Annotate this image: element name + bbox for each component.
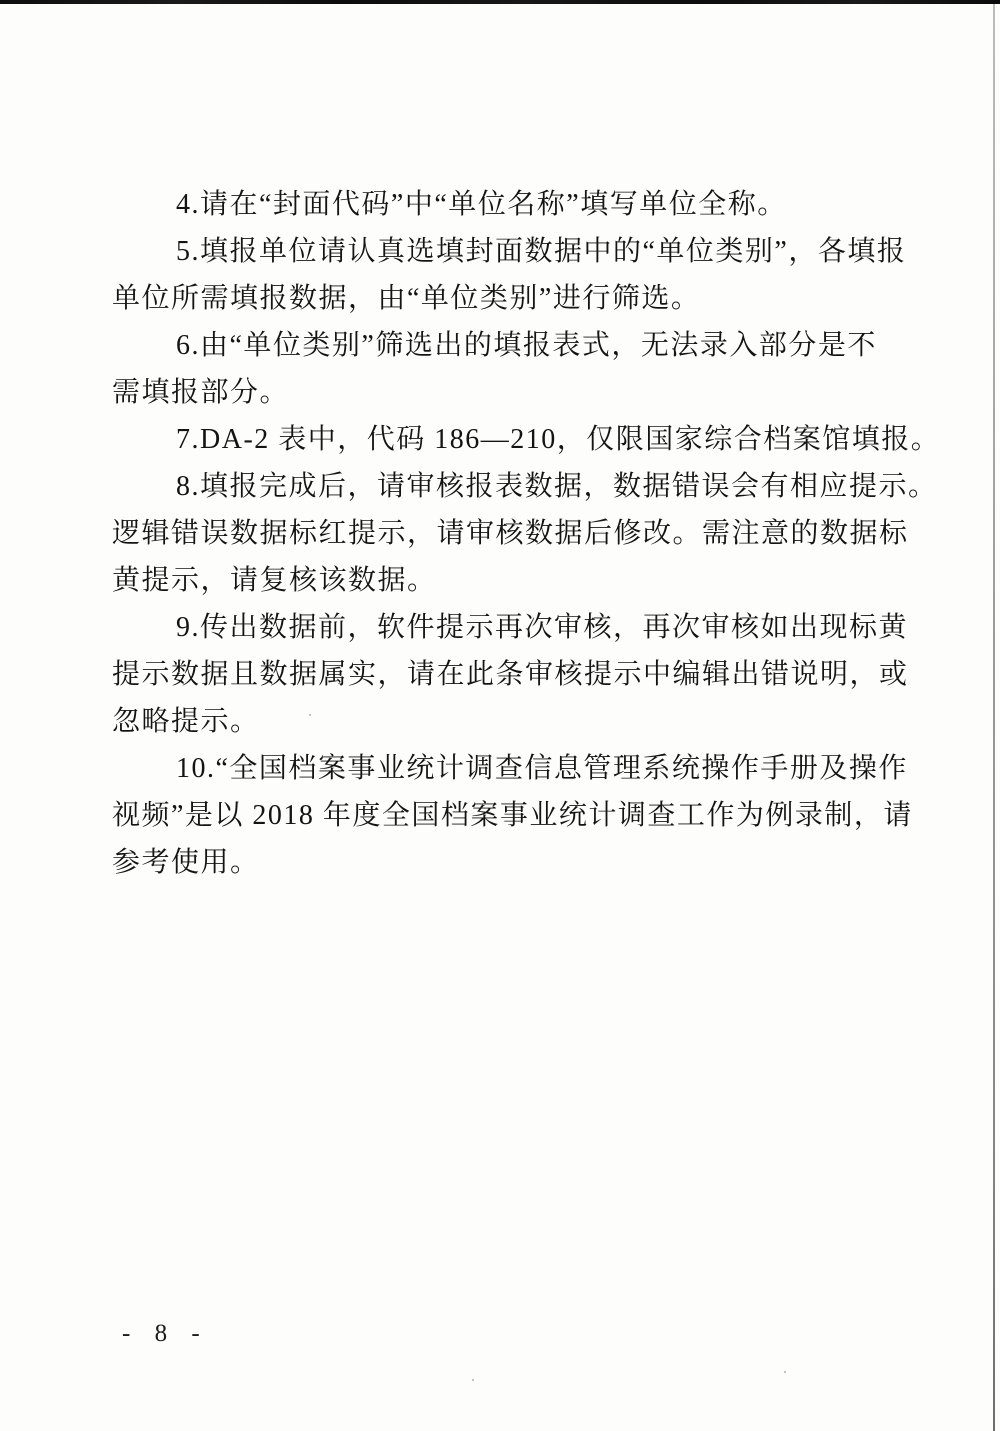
scan-artifact-right-edge [993, 4, 995, 1431]
scan-speck [472, 1379, 474, 1381]
scan-speck [784, 1371, 786, 1373]
text-line: 黄提示，请复核该数据。 [112, 565, 437, 596]
text-line: 参考使用。 [112, 847, 260, 878]
page-number: - 8 - [122, 1320, 209, 1347]
text-line: 提示数据且数据属实，请在此条审核提示中编辑出错说明，或 [112, 659, 909, 690]
text-line: 视频”是以 2018 年度全国档案事业统计调查工作为例录制，请 [112, 800, 913, 831]
scan-speck [309, 714, 311, 716]
text-line: 逻辑错误数据标红提示，请审核数据后修改。需注意的数据标 [112, 518, 909, 549]
text-line: 7.DA-2 表中，代码 186—210，仅限国家综合档案馆填报。 [176, 424, 941, 455]
text-line: 6.由“单位类别”筛选出的填报表式，无法录入部分是不 [176, 330, 877, 361]
text-line: 单位所需填报数据，由“单位类别”进行筛选。 [112, 283, 701, 314]
text-line: 需填报部分。 [112, 377, 290, 408]
text-line: 8.填报完成后，请审核报表数据，数据错误会有相应提示。 [176, 471, 938, 502]
text-line: 10.“全国档案事业统计调查信息管理系统操作手册及操作 [176, 753, 908, 784]
scan-artifact-top-edge [0, 0, 1000, 4]
text-line: 忽略提示。 [112, 706, 260, 737]
text-line: 4.请在“封面代码”中“单位名称”填写单位全称。 [176, 189, 787, 220]
text-line: 9.传出数据前，软件提示再次审核，再次审核如出现标黄 [176, 612, 909, 643]
body-text [112, 181, 941, 886]
text-line: 5.填报单位请认真选填封面数据中的“单位类别”，各填报 [176, 236, 907, 267]
